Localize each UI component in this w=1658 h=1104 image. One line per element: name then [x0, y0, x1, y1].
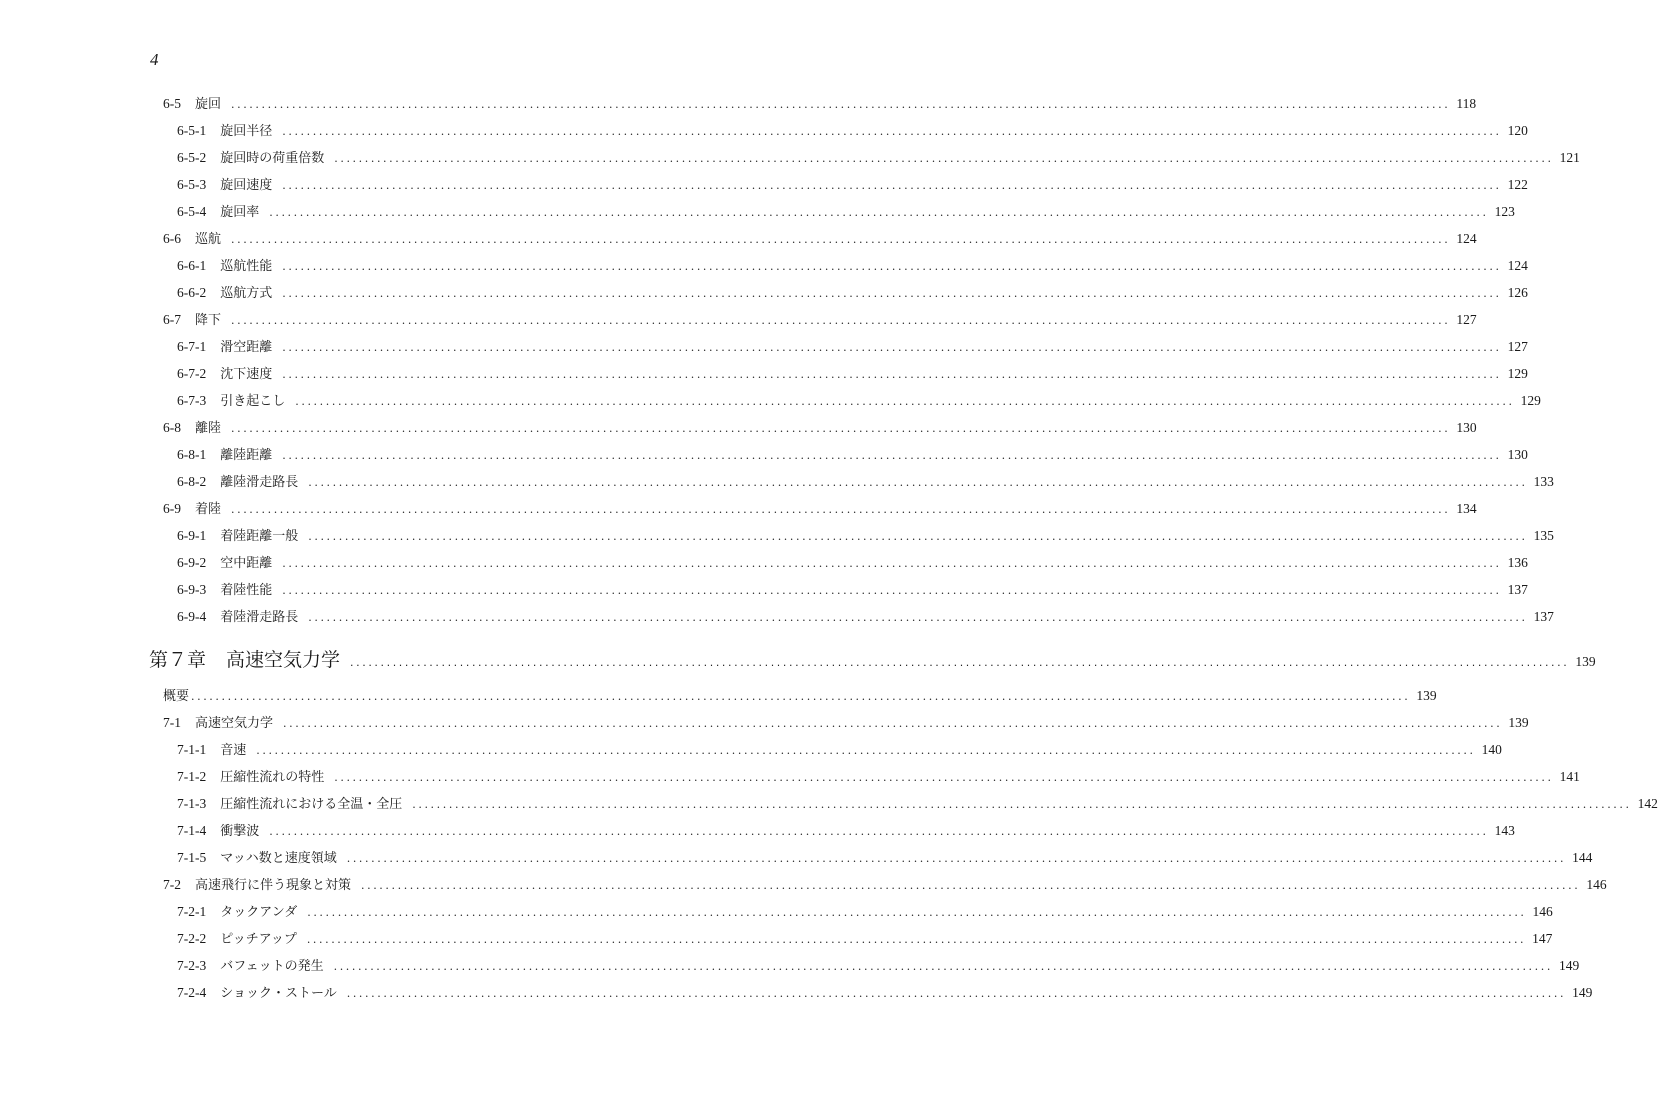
toc-leader-dots: ........................................................................................................................................................................................................ [282, 449, 1502, 462]
toc-entry-number: 7-1-2 [177, 769, 207, 784]
toc-entry-number: 6-7 [163, 312, 181, 327]
toc-entry-number: 6-6-1 [177, 258, 207, 273]
toc-entry-number: 6-9-3 [177, 582, 207, 597]
toc-entry-page: 139 [1416, 688, 1437, 703]
toc-entry-page: 130 [1507, 447, 1528, 462]
toc-entry-page: 139 [1575, 654, 1596, 669]
toc-entry-number: 6-5-2 [177, 150, 207, 165]
toc-entry-title: 巡航性能 [220, 259, 273, 274]
toc-leader-dots: ........................................................................................................................................................................................................ [361, 879, 1581, 892]
toc-leader-dots: ........................................................................................................................................................................................................ [282, 260, 1502, 273]
page-number: 4 [150, 50, 159, 69]
toc-entry-page: 122 [1507, 177, 1528, 192]
toc-entry-page: 140 [1481, 742, 1502, 757]
toc-entry-number: 6-5-1 [177, 123, 207, 138]
toc-entry-page: 120 [1507, 123, 1528, 138]
toc-entry-title: 離陸滑走路長 [220, 475, 299, 490]
toc-entry-number: 第７章 [149, 649, 207, 671]
toc-subsection-row [177, 526, 1554, 546]
toc-entry-title: 空中距離 [220, 556, 273, 571]
toc-entry-page: 123 [1494, 204, 1515, 219]
toc-subsection-row [177, 202, 1515, 222]
toc-entry-page: 136 [1507, 555, 1528, 570]
toc-entry-title: 沈下速度 [220, 367, 273, 382]
toc-section-row [163, 310, 1477, 330]
toc-entry-title: 離陸 [195, 421, 222, 436]
toc-entry-number: 6-8-2 [177, 474, 207, 489]
toc-entry-page: 135 [1533, 528, 1554, 543]
toc-leader-dots: ........................................................................................................................................................................................................ [282, 179, 1502, 192]
toc-entry-title: 降下 [195, 313, 222, 328]
toc-subsection-row [177, 553, 1528, 573]
toc-subsection-row [177, 364, 1528, 384]
toc-leader-dots: ........................................................................................................................................................................................................ [346, 852, 1567, 865]
toc-entry-title: 高速飛行に伴う現象と対策 [195, 878, 352, 893]
toc-subsection-row [177, 848, 1593, 868]
toc-entry-title: 着陸距離一般 [220, 529, 299, 544]
toc-section-row [163, 94, 1477, 114]
toc-entry-title: タックアンダ [220, 905, 298, 920]
toc-leader-dots: ........................................................................................................................................................................................................ [282, 368, 1502, 381]
toc-leader-dots: ........................................................................................................................................................................................................ [308, 476, 1528, 489]
toc-entry-title: 着陸滑走路長 [220, 610, 299, 625]
toc-entry-number: 6-5 [163, 96, 181, 111]
toc-leader-dots: ........................................................................................................................................................................................................ [412, 798, 1632, 811]
toc-leader-dots: ........................................................................................................................................................................................................ [231, 314, 1451, 327]
toc-entry-page: 143 [1494, 823, 1515, 838]
toc-entry-page: 129 [1520, 393, 1541, 408]
toc-leader-dots: ........................................................................................................................................................................................................ [295, 395, 1515, 408]
toc-entry-title: 高速空気力学 [226, 649, 341, 671]
toc-entry-number: 6-9-1 [177, 528, 207, 543]
toc-entry-number: 6-9-2 [177, 555, 207, 570]
toc-entry-number: 6-9 [163, 501, 181, 516]
toc-entry-page: 127 [1456, 312, 1477, 327]
toc-leader-dots: ........................................................................................................................................................................................................ [350, 656, 1570, 669]
toc-leader-dots: ........................................................................................................................................................................................................ [256, 744, 1476, 757]
toc-entry-page: 133 [1533, 474, 1554, 489]
toc-entry-number: 7-1-1 [177, 742, 207, 757]
toc-leader-dots: ........................................................................................................................................................................................................ [346, 987, 1567, 1000]
toc-entry-number: 6-7-3 [177, 393, 207, 408]
toc-entry-page: 124 [1456, 231, 1477, 246]
toc-entry-page: 130 [1456, 420, 1477, 435]
toc-entry-page: 144 [1572, 850, 1593, 865]
toc-entry-title: 圧縮性流れの特性 [220, 770, 325, 785]
toc-entry-page: 121 [1559, 150, 1580, 165]
toc-entry-title: 旋回速度 [220, 178, 273, 193]
toc-entry-title: バフェットの発生 [220, 959, 324, 974]
toc-subsection-row [177, 929, 1553, 949]
toc-entry-title: 着陸性能 [220, 583, 273, 598]
toc-entry-title: 音速 [220, 743, 247, 758]
toc-entry-title: 圧縮性流れにおける全温・全圧 [220, 797, 403, 812]
toc-entry-page: 127 [1507, 339, 1528, 354]
toc-entry-page: 137 [1507, 582, 1528, 597]
toc-entry-title: ピッチアップ [220, 932, 297, 947]
toc-leader-dots: ........................................................................................................................................................................................................ [282, 287, 1502, 300]
toc-section-row [163, 499, 1477, 519]
toc-leader-dots: ........................................................................................................................................................................................................ [282, 125, 1502, 138]
toc-entry-page: 146 [1532, 904, 1553, 919]
toc-subsection-row [177, 337, 1528, 357]
toc-entry-page: 118 [1456, 96, 1477, 111]
toc-entry-page: 146 [1586, 877, 1607, 892]
toc-leader-dots: ........................................................................................................................................................................................................ [282, 557, 1502, 570]
toc-entry-page: 141 [1559, 769, 1580, 784]
toc-section-row [163, 229, 1477, 249]
toc-subsection-row [177, 472, 1554, 492]
toc-entry-title: 旋回率 [220, 205, 260, 220]
toc-entry-number: 6-7-1 [177, 339, 207, 354]
toc-chapter-row [149, 646, 1596, 674]
toc-entry-number: 6-6 [163, 231, 181, 246]
toc-entry-number: 7-2-4 [177, 985, 207, 1000]
toc-entry-number: 7-2-1 [177, 904, 207, 919]
toc-entry-title: 概要 [163, 689, 190, 704]
toc-entry-number: 7-2-2 [177, 931, 207, 946]
toc-leader-dots: ........................................................................................................................................................................................................ [307, 906, 1527, 919]
toc-entry-title: 旋回時の荷重倍数 [220, 151, 325, 166]
toc-leader-dots: ........................................................................................................................................................................................................ [308, 611, 1528, 624]
toc-leader-dots: ........................................................................................................................................................................................................ [282, 341, 1502, 354]
toc-leader-dots: ........................................................................................................................................................................................................ [306, 933, 1527, 946]
toc-entry-title: ショック・ストール [220, 986, 337, 1001]
toc-subsection-row [177, 121, 1528, 141]
toc-entry-title: 離陸距離 [220, 448, 273, 463]
toc-subsection-row [177, 740, 1502, 760]
toc-subsection-row [177, 902, 1553, 922]
toc-entry-page: 142 [1637, 796, 1658, 811]
toc-entry-number: 6-7-2 [177, 366, 207, 381]
toc-entry-page: 129 [1507, 366, 1528, 381]
toc-entry-page: 124 [1507, 258, 1528, 273]
toc-leader-dots: ........................................................................................................................................................................................................ [269, 206, 1489, 219]
toc-leader-dots: ........................................................................................................................................................................................................ [283, 717, 1503, 730]
toc-entry-page: 149 [1572, 985, 1593, 1000]
toc-leader-dots: ........................................................................................................................................................................................................ [334, 771, 1554, 784]
toc-entry-title: 着陸 [195, 502, 222, 517]
toc-leader-dots: ........................................................................................................................................................................................................ [231, 98, 1451, 111]
toc-entry-number: 6-6-2 [177, 285, 207, 300]
toc-leader-dots: ........................................................................................................................................................................................................ [231, 422, 1451, 435]
toc-entry-title: 滑空距離 [220, 340, 273, 355]
toc-subsection-row [177, 794, 1658, 814]
toc-entry-title: 旋回半径 [220, 124, 273, 139]
toc-subsection-row [177, 821, 1515, 841]
toc-entry-number: 7-1-3 [177, 796, 207, 811]
toc-section-row [163, 686, 1437, 706]
toc-section-row [163, 875, 1607, 895]
toc-entry-page: 139 [1508, 715, 1529, 730]
toc-entry-title: マッハ数と速度領域 [220, 851, 337, 866]
toc-entry-title: 衝撃波 [220, 824, 260, 839]
toc-entry-number: 6-8 [163, 420, 181, 435]
toc-leader-dots: ........................................................................................................................................................................................................ [282, 584, 1502, 597]
toc-subsection-row [177, 175, 1528, 195]
toc-entry-title: 旋回 [195, 97, 222, 112]
toc-entry-number: 7-2 [163, 877, 181, 892]
toc-entry-page: 149 [1558, 958, 1580, 973]
toc-entry-page: 126 [1507, 285, 1528, 300]
toc-subsection-row [177, 148, 1580, 168]
toc-section-row [163, 418, 1477, 438]
toc-leader-dots: ........................................................................................................................................................................................................ [333, 960, 1553, 973]
toc-subsection-row [177, 767, 1580, 787]
toc-subsection-row [177, 607, 1554, 627]
toc-leader-dots: ........................................................................................................................................................................................................ [231, 233, 1451, 246]
toc-subsection-row [177, 580, 1528, 600]
toc-leader-dots: ........................................................................................................................................................................................................ [231, 503, 1451, 516]
toc-leader-dots: ........................................................................................................................................................................................................ [191, 690, 1411, 703]
toc-entry-number: 7-1-4 [177, 823, 207, 838]
toc-entry-title: 引き起こし [220, 394, 286, 409]
toc-subsection-row [177, 445, 1528, 465]
toc-leader-dots: ........................................................................................................................................................................................................ [308, 530, 1528, 543]
toc-entry-number: 7-2-3 [177, 958, 207, 973]
toc-entry-page: 134 [1456, 501, 1477, 516]
toc-entry-number: 6-5-4 [177, 204, 207, 219]
toc-entry-title: 高速空気力学 [195, 716, 274, 731]
toc-entry-number: 7-1-5 [177, 850, 207, 865]
toc-subsection-row [177, 256, 1528, 276]
toc-subsection-row [177, 283, 1528, 303]
toc-entry-title: 巡航 [195, 232, 222, 247]
toc-entry-number: 6-5-3 [177, 177, 207, 192]
toc-section-row [163, 713, 1529, 733]
toc-entry-title: 巡航方式 [220, 286, 273, 301]
toc-leader-dots: ........................................................................................................................................................................................................ [334, 152, 1554, 165]
toc-entry-number: 6-8-1 [177, 447, 207, 462]
toc-entry-number: 7-1 [163, 715, 181, 730]
toc-leader-dots: ........................................................................................................................................................................................................ [269, 825, 1489, 838]
toc-subsection-row [177, 391, 1541, 411]
toc-subsection-row [177, 956, 1580, 976]
toc-entry-page: 137 [1533, 609, 1554, 624]
toc-subsection-row [177, 983, 1593, 1003]
toc-entry-page: 147 [1532, 931, 1553, 946]
toc-entry-number: 6-9-4 [177, 609, 207, 624]
